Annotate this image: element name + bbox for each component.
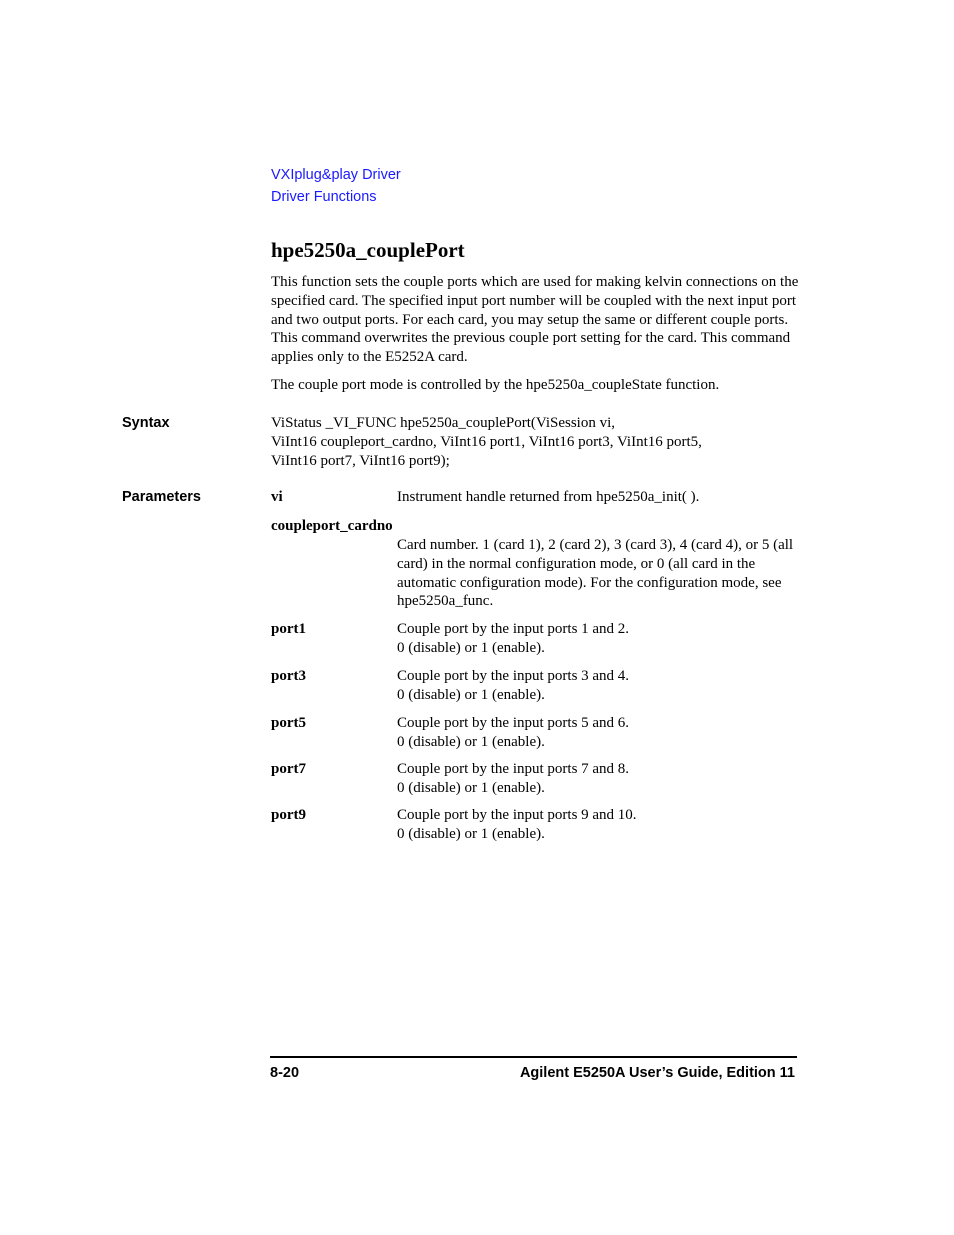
syntax-line: ViInt16 coupleport_cardno, ViInt16 port1, ViInt16 port3, ViInt16 port5,: [271, 433, 702, 450]
param-name: vi: [271, 489, 283, 505]
param-description: [397, 714, 799, 752]
description-paragraph: The couple port mode is controlled by the hpe5250a_coupleState function.: [271, 377, 720, 393]
syntax-line: ViInt16 port7, ViInt16 port9);: [271, 452, 450, 469]
param-description: [397, 806, 799, 844]
syntax-heading: Syntax: [122, 415, 170, 431]
param-description-line: Card number. 1 (card 1), 2 (card 2), 3 (card 3), 4 (card 4), or 5 (all card) in the normal configuration mode, or 0 (all card in the automatic configuration mode). For the configuration mode, see hpe5250a_func.: [397, 537, 794, 610]
param-name: port5: [271, 715, 306, 731]
param-description-line: Instrument handle returned from hpe5250a_init( ).: [397, 489, 700, 505]
footer-divider: [270, 1056, 797, 1058]
param-description-line: 0 (disable) or 1 (enable).: [397, 779, 545, 796]
param-description-line: Couple port by the input ports 1 and 2.: [397, 621, 630, 637]
param-description-line: Couple port by the input ports 3 and 4.: [397, 668, 630, 684]
param-description: [397, 760, 799, 798]
page-title: hpe5250a_couplePort: [271, 238, 465, 262]
param-name: port3: [271, 668, 306, 684]
param-description: [397, 536, 799, 611]
footer-book-title: Agilent E5250A User’s Guide, Edition 11: [519, 1065, 795, 1081]
syntax-line: ViStatus _VI_FUNC hpe5250a_couplePort(ViSession vi,: [271, 415, 616, 431]
breadcrumb-link-vxiplug-play-driver[interactable]: VXIplug&play Driver: [271, 167, 401, 183]
param-name: port1: [271, 621, 306, 637]
syntax-block: [271, 414, 801, 470]
param-description: [397, 488, 799, 507]
param-description-line: 0 (disable) or 1 (enable).: [397, 639, 545, 656]
parameters-heading: Parameters: [122, 489, 201, 505]
param-name: port7: [271, 761, 306, 777]
param-description-line: Couple port by the input ports 9 and 10.: [397, 807, 637, 823]
param-description-line: 0 (disable) or 1 (enable).: [397, 733, 545, 750]
param-description: [397, 667, 799, 705]
param-name: coupleport_cardno: [271, 518, 393, 534]
breadcrumb: [271, 164, 401, 208]
param-description-line: 0 (disable) or 1 (enable).: [397, 686, 545, 703]
param-description-line: Couple port by the input ports 5 and 6.: [397, 715, 630, 731]
breadcrumb-link-driver-functions[interactable]: Driver Functions: [271, 189, 377, 205]
param-name: port9: [271, 807, 306, 823]
param-description: [397, 620, 799, 658]
description-paragraph: This function sets the couple ports which are used for making kelvin connections on the specified card. The specified input port number will be coupled with the next input port and two output ports. For each card, you may setup the same or different couple ports. This command overwrites the previous couple port setting for the card. This command applies only to the E5252A card.: [271, 274, 799, 366]
param-description-line: 0 (disable) or 1 (enable).: [397, 825, 545, 842]
param-description-line: Couple port by the input ports 7 and 8.: [397, 761, 630, 777]
footer-page-number: 8-20: [270, 1065, 300, 1081]
